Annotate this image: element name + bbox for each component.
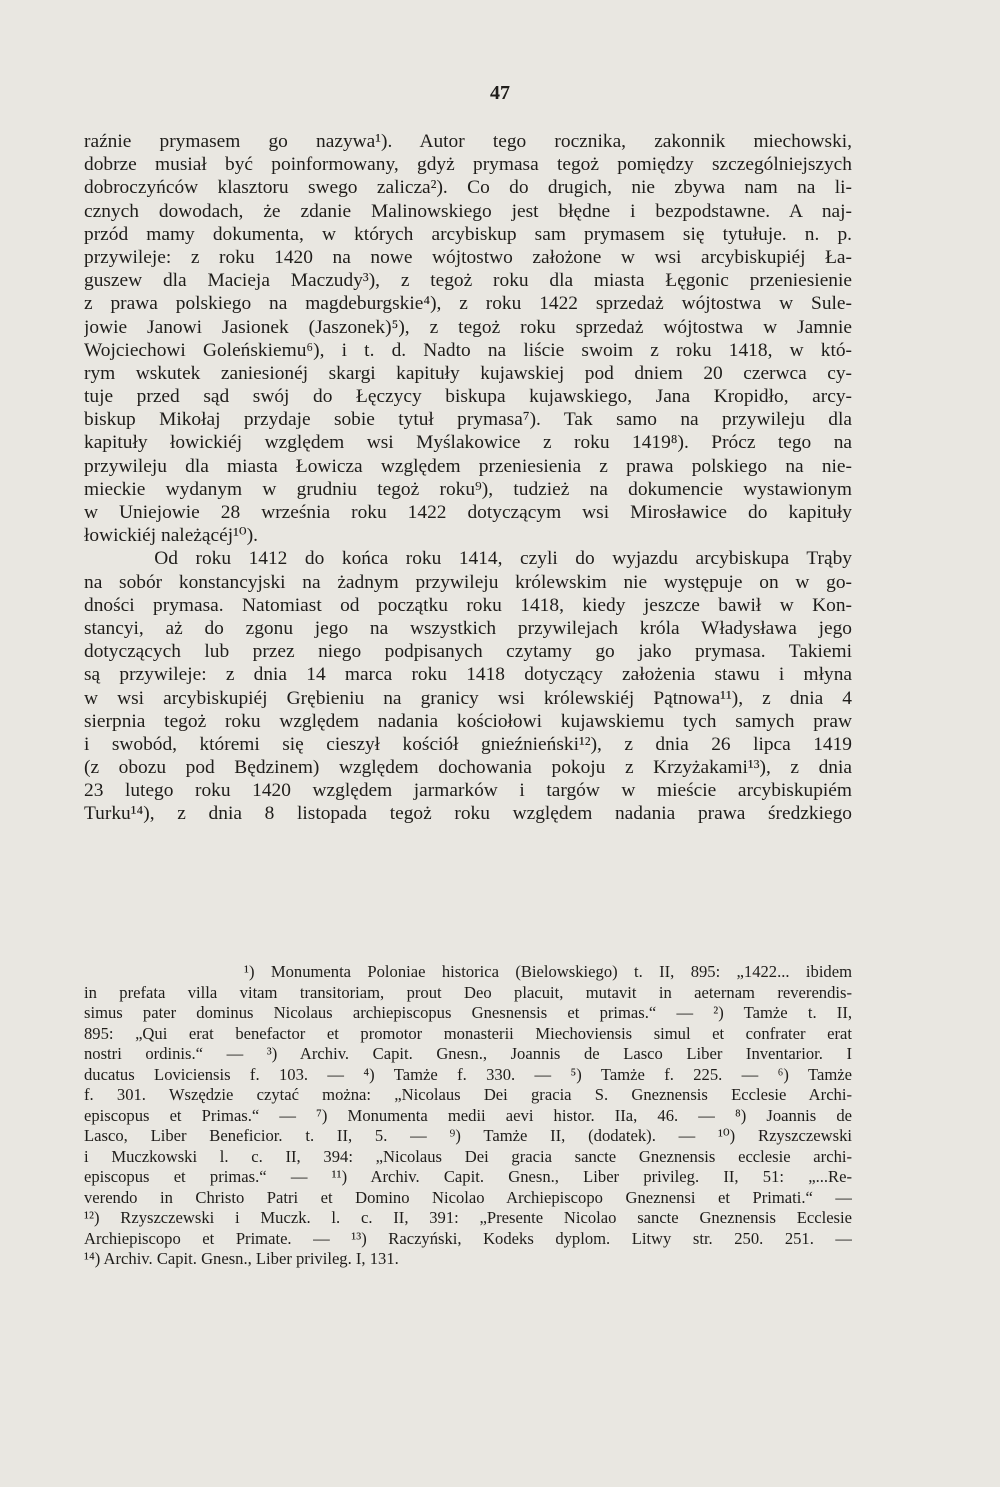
text-line: Turku¹⁴), z dnia 8 listopada tegoż roku względem nadania prawa średzkiego <box>84 803 852 825</box>
footnote-line: ¹⁴) Archiv. Capit. Gnesn., Liber privileg. I, 131. <box>84 1249 399 1268</box>
text-line: kapituły łowickiéj względem wsi Myślakowice z roku 1419⁸). Prócz tego na <box>84 432 852 454</box>
text-line: przód mamy dokumenta, w których arcybiskup sam prymasem się tytułuje. n. p. <box>84 223 852 245</box>
text-line: w wsi arcybiskupiéj Grębieniu na granicy wsi królewskiéj Pątnowa¹¹), z dnia 4 <box>84 687 852 709</box>
footnotes <box>84 962 852 1270</box>
text-line: w Uniejowie 28 września roku 1422 dotyczącym wsi Mirosławice do kapituły <box>84 502 852 523</box>
text-line: przywileju dla miasta Łowicza względem przeniesienia z prawa polskiego na nie- <box>84 455 852 477</box>
text-line: 23 lutego roku 1420 względem jarmarków i targów w mieście arcybiskupiém <box>84 780 852 802</box>
text-line: rym wskutek zaniesionéj skargi kapituły kujawskiej pod dniem 20 czerwca cy- <box>84 362 852 384</box>
footnote-line: episcopus et Primas.“ — ⁷) Monumenta medii aevi histor. IIa, 46. — ⁸) Joannis de <box>84 1105 852 1125</box>
text-line: i swobód, któremi się cieszył kościół gnieźnieński¹²), z dnia 26 lipca 1419 <box>84 733 852 755</box>
footnote-line: ducatus Loviciensis f. 103. — ⁴) Tamże f. 330. — ⁵) Tamże f. 225. — ⁶) Tamże <box>84 1064 852 1084</box>
text-line: guszew dla Macieja Maczudy³), z tegoż roku dla miasta Łęgonic przeniesienie <box>84 270 852 292</box>
footnote-line: verendo in Christo Patri et Domino Nicolao Archiepiscopo Gneznensi et Primati.“ — <box>84 1187 852 1207</box>
text-line: z prawa polskiego na magdeburgskie⁴), z roku 1422 sprzedaż wójtostwa w Sule- <box>84 293 852 315</box>
text-line: dności prymasa. Natomiast od początku roku 1418, kiedy jeszcze bawił w Kon- <box>84 594 852 616</box>
footnote-line: 895: „Qui erat benefactor et promotor monasterii Miechoviensis simul et confrater erat <box>84 1023 852 1043</box>
page-number: 47 <box>490 82 510 104</box>
text-line: tuje przed sąd swój do Łęczycy biskupa kujawskiego, Jana Kropidło, arcy- <box>84 386 852 408</box>
main-text <box>84 130 852 826</box>
footnote-line: ¹²) Rzyszczewski i Muczk. l. c. II, 391: „Presente Nicolao sancte Gneznensis Ecclesie <box>84 1208 852 1227</box>
footnote-line: Lasco, Liber Beneficior. t. II, 5. — ⁹) Tamże II, (dodatek). — ¹⁰) Rzyszczewski <box>84 1126 852 1145</box>
text-line: dotyczących lub przez niego podpisanych czytamy go jako prymasa. Takiemi <box>84 641 852 663</box>
footnote-line: Archiepiscopo et Primate. — ¹³) Raczyński, Kodeks dyplom. Litwy str. 250. 251. — <box>84 1228 852 1248</box>
text-line: dobrze musiał być poinformowany, gdyż prymasa tegoż pomiędzy szczególniejszych <box>84 154 852 176</box>
text-line: są przywileje: z dnia 14 marca roku 1418 dotyczący założenia stawu i młyna <box>84 664 852 686</box>
text-line: na sobór konstancyjski na żadnym przywileju królewskim nie występuje on w go- <box>84 571 852 593</box>
text-line: Od roku 1412 do końca roku 1414, czyli do wyjazdu arcybiskupa Trąby <box>84 548 852 570</box>
footnote-line: simus pater dominus Nicolaus archiepiscopus Gnesnensis et primas.“ — ²) Tamże t. II, <box>84 1003 852 1022</box>
text-line: mieckie wydanym w grudniu tegoż roku⁹), tudzież na dokumencie wystawionym <box>84 478 852 500</box>
footnote-line: episcopus et primas.“ — ¹¹) Archiv. Capit. Gnesn., Liber privileg. II, 51: „...Re- <box>84 1167 852 1186</box>
text-line: sierpnia tegoż roku względem nadania kościołowi kujawskiemu tych samych praw <box>84 710 852 732</box>
text-line: biskup Mikołaj przydaje sobie tytuł prymasa⁷). Tak samo na przywileju dla <box>84 409 852 431</box>
text-line: dobroczyńców klasztoru swego zalicza²). Co do drugich, nie zbywa nam na li- <box>84 177 852 199</box>
footnote-line: f. 301. Wszędzie czytać można: „Nicolaus Dei gracia S. Gneznensis Ecclesie Archi- <box>84 1085 852 1104</box>
footnote-line: in prefata villa vitam transitoriam, prout Deo placuit, mutavit in aeternam reverendis- <box>84 982 852 1002</box>
text-line: (z obozu pod Będzinem) względem dochowania pokoju z Krzyżakami¹³), z dnia <box>84 757 852 779</box>
text-line: jowie Janowi Jasionek (Jaszonek)⁵), z tegoż roku sprzedaż wójtostwa w Jamnie <box>84 316 852 338</box>
footnote-line: ¹) Monumenta Poloniae historica (Bielowskiego) t. II, 895: „1422... ibidem <box>244 962 852 981</box>
text-line: Wojciechowi Goleńskiemu⁶), i t. d. Nadto na liście swoim z roku 1418, w któ- <box>84 339 852 361</box>
text-line: stancyi, aż do zgonu jego na wszystkich przywilejach króla Władysława jego <box>84 617 852 639</box>
text-line: przywileje: z roku 1420 na nowe wójtostwo założone w wsi arcybiskupiéj Ła- <box>84 246 852 268</box>
footnote-line: i Muczkowski l. c. II, 394: „Nicolaus Dei gracia sancte Gneznensis ecclesie archi- <box>84 1146 852 1166</box>
text-line: raźnie prymasem go nazywa¹). Autor tego rocznika, zakonnik miechowski, <box>84 131 852 152</box>
text-line: cznych dowodach, że zdanie Malinowskiego jest błędne i bezpodstawne. A naj- <box>84 200 852 222</box>
text-line: łowickiéj należącéj¹⁰). <box>84 525 259 547</box>
footnote-line: nostri ordinis.“ — ³) Archiv. Capit. Gnesn., Joannis de Lasco Liber Inventarior. I <box>84 1044 852 1063</box>
